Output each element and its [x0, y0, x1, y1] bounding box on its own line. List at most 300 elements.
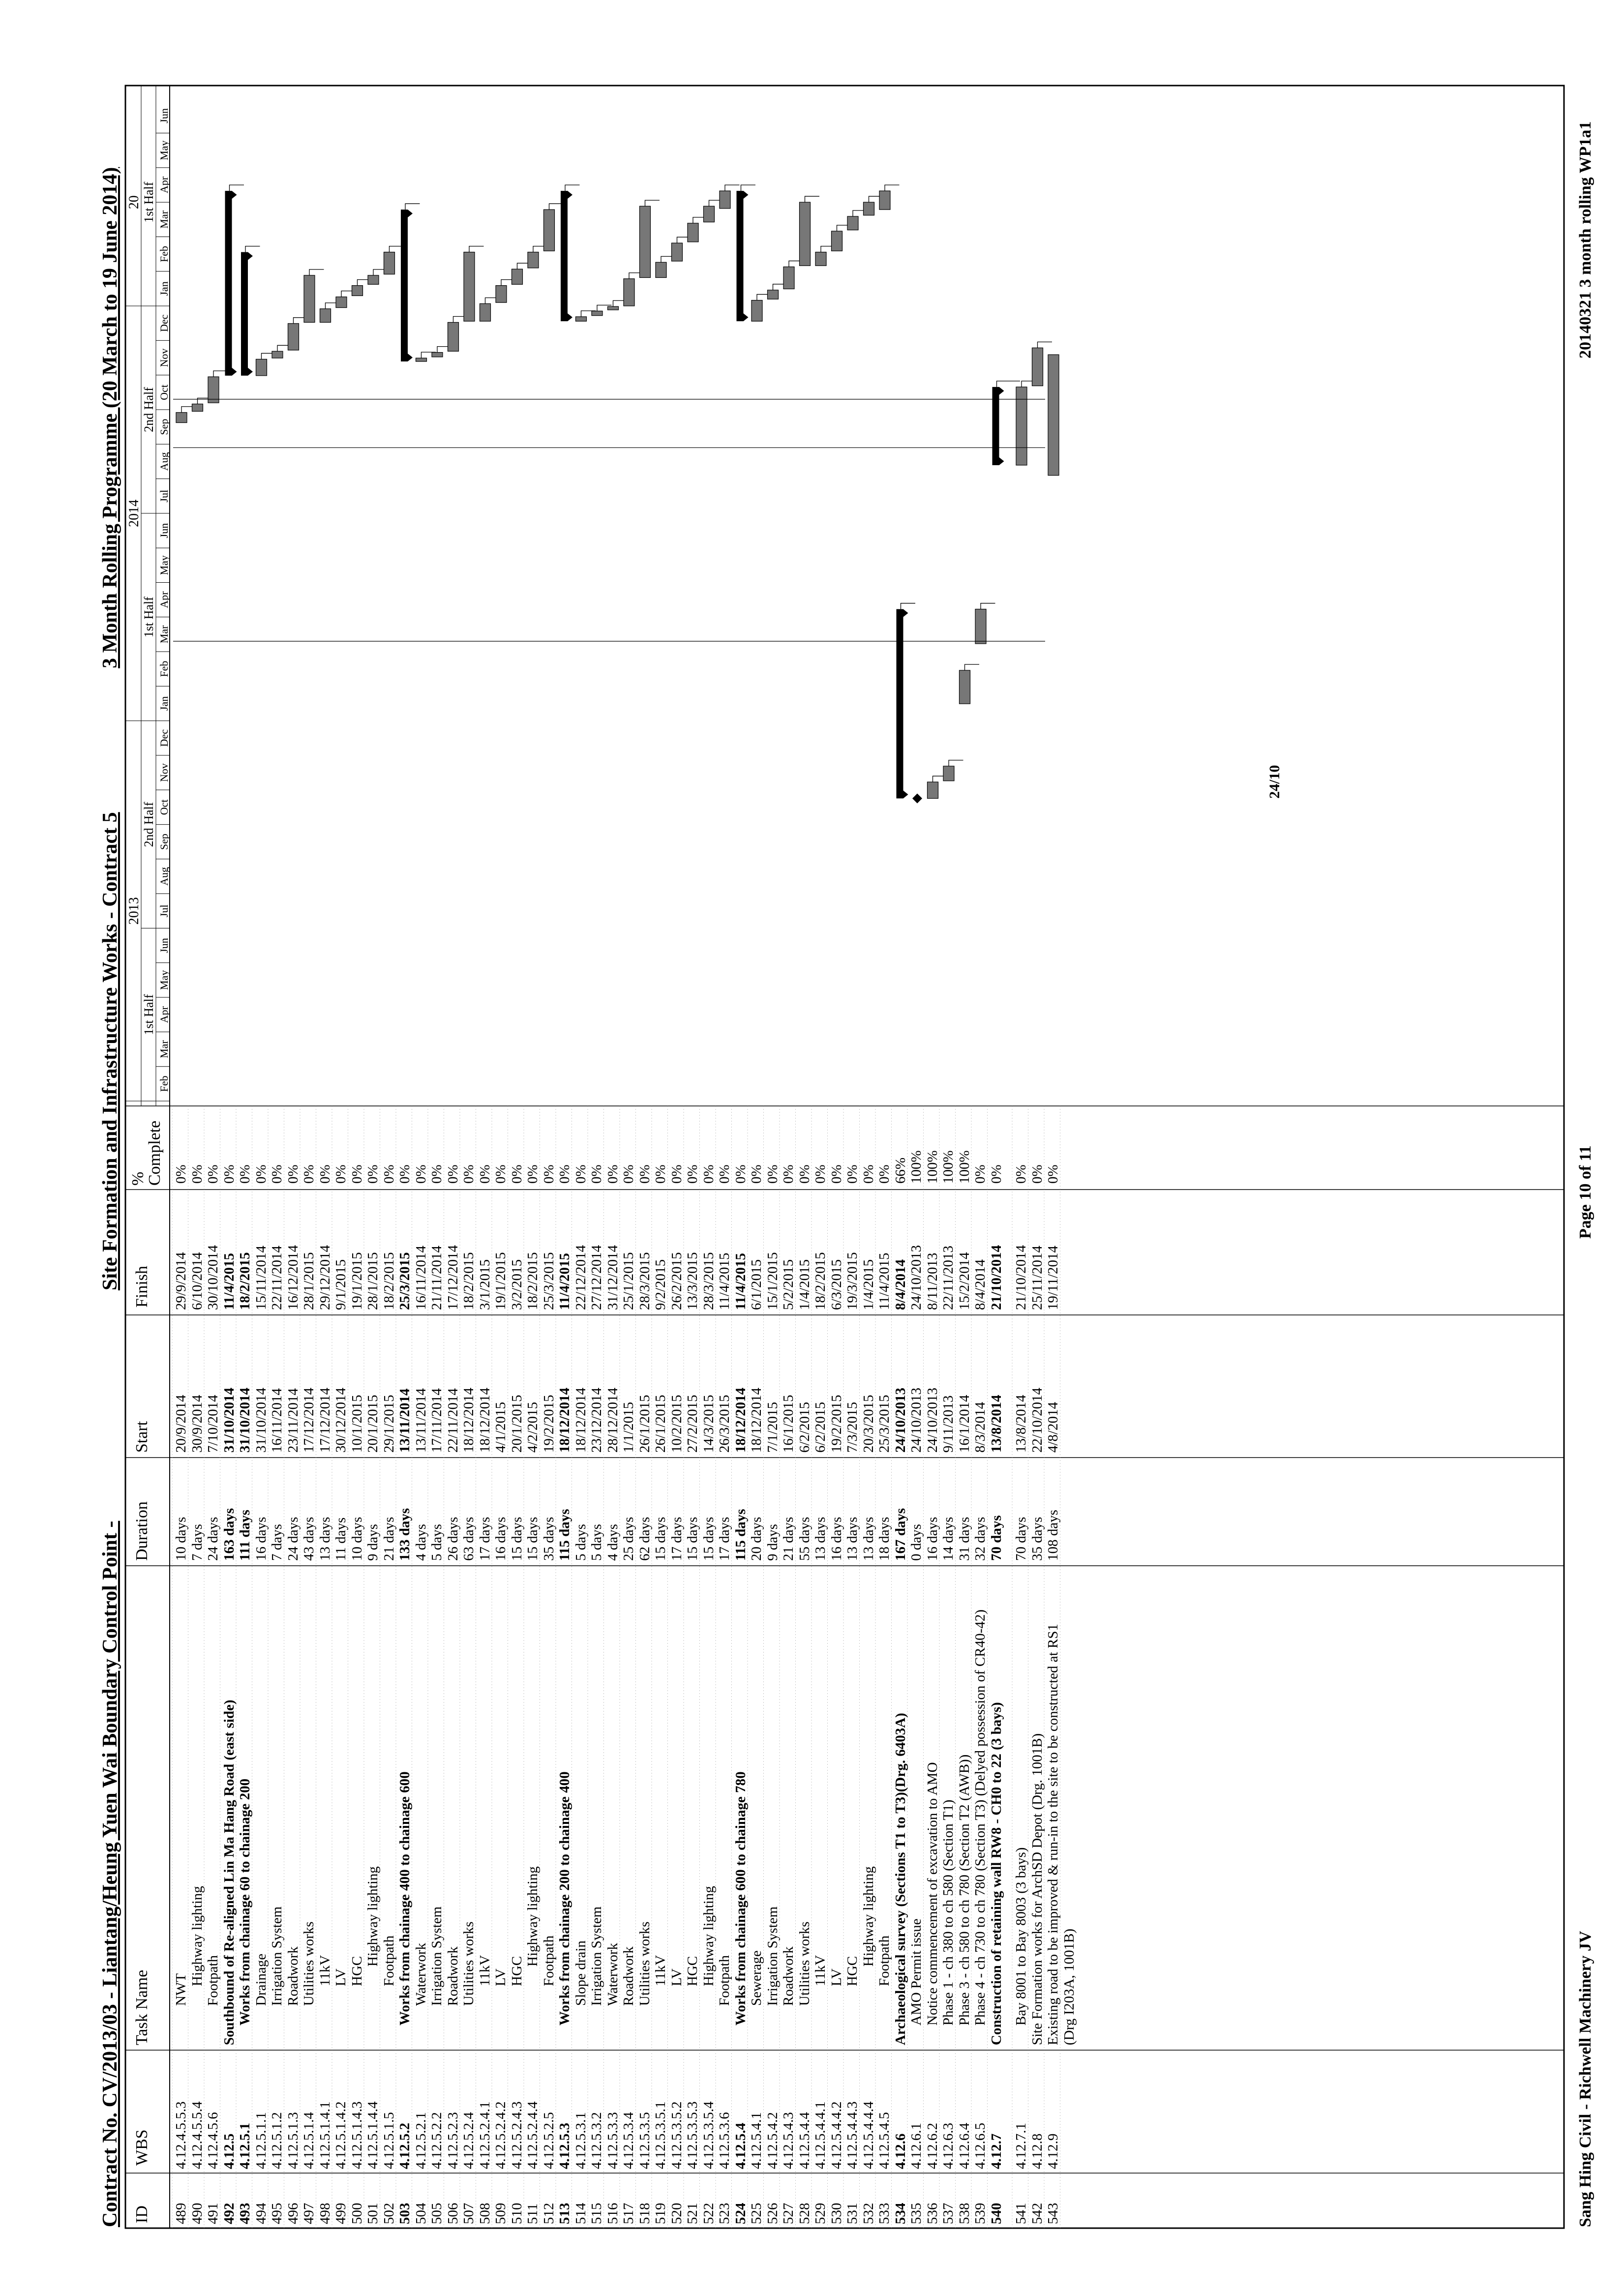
task-duration: 14 days [940, 1517, 956, 1561]
task-duration: 15 days [700, 1517, 717, 1561]
task-start: 26/3/2015 [717, 1395, 732, 1453]
task-complete: 0% [237, 1164, 253, 1184]
task-finish: 29/12/2014 [317, 1245, 333, 1310]
task-name: HGC [509, 1956, 525, 1986]
task-wbs: 4.12.5.3.5.3 [685, 2101, 700, 2169]
task-name: Irrigation System [589, 1906, 604, 2006]
task-finish: 25/3/2015 [397, 1252, 413, 1310]
task-name: Works from chainage 400 to chainage 600 [397, 1771, 413, 2026]
task-id: 536 [924, 2203, 940, 2224]
task-id: 510 [509, 2203, 525, 2224]
task-id: 512 [541, 2203, 557, 2224]
task-finish: 18/2/2015 [381, 1252, 397, 1310]
task-bar [592, 311, 602, 315]
task-complete: 0% [365, 1164, 381, 1184]
task-name: Slope drain [572, 1940, 589, 2006]
task-id: 539 [972, 2203, 988, 2224]
task-wbs: 4.12.5.4.5 [876, 2112, 892, 2169]
task-id: 543 [1045, 2203, 1061, 2224]
task-duration: 163 days [221, 1508, 237, 1561]
task-wbs: 4.12.5.3.3 [604, 2112, 621, 2169]
task-bar [1016, 387, 1027, 465]
task-wbs: 4.12.5.1.2 [269, 2112, 285, 2169]
summary-bar-start-cap [999, 457, 1004, 465]
task-duration: 32 days [972, 1517, 988, 1561]
task-wbs: 4.12.6.5 [972, 2122, 988, 2169]
task-id: 535 [908, 2203, 924, 2224]
task-id: 522 [700, 2203, 717, 2224]
task-start: 31/10/2014 [253, 1387, 269, 1453]
month-label: Dec [158, 314, 170, 332]
task-complete: 0% [477, 1164, 493, 1184]
task-name: Site Formation works for ArchSD Depot (Drg. 1001B) [1029, 1733, 1045, 2045]
task-complete: 0% [189, 1164, 205, 1184]
task-name: Drainage [253, 1953, 269, 2006]
task-bar [704, 206, 715, 222]
task-duration: 133 days [397, 1508, 413, 1561]
task-complete: 0% [333, 1164, 349, 1184]
task-complete: 0% [205, 1164, 221, 1184]
task-name: Phase 4 - ch 730 to ch 780 (Section T3) (Delyed possession of CR40-42) [972, 1610, 988, 2026]
task-wbs: 4.12.5.2 [397, 2122, 413, 2169]
month-label: Aug [158, 867, 170, 886]
month-label: Feb [158, 660, 170, 677]
task-wbs: 4.12.6.2 [924, 2122, 940, 2169]
task-name: 11kV [317, 1955, 333, 1986]
task-duration: 167 days [892, 1508, 908, 1561]
task-wbs: 4.12.5.2.4.4 [525, 2101, 541, 2169]
task-finish: 8/4/2014 [892, 1259, 908, 1310]
task-id: 498 [317, 2203, 333, 2224]
task-start: 24/10/2013 [892, 1387, 908, 1453]
works-title: Site Formation and Infrastructure Works - Contract 5 [99, 812, 121, 1290]
task-bar [512, 269, 523, 284]
month-label: Apr [158, 176, 170, 194]
task-name: Phase 1 - ch 380 to ch 580 (Section T1) [940, 1799, 956, 2026]
month-label: May [158, 140, 170, 160]
dependency-link [469, 246, 484, 252]
task-duration: 31 days [956, 1517, 972, 1561]
footer-page: Page 10 of 11 [1576, 1145, 1594, 1239]
milestone-date-label: 24/10 [1266, 765, 1283, 799]
month-label: Jun [158, 938, 170, 953]
task-id: 506 [445, 2203, 461, 2224]
task-id: 532 [860, 2203, 876, 2224]
task-wbs: 4.12.5.1.1 [253, 2112, 269, 2169]
month-label: Mar [158, 1040, 170, 1058]
task-wbs: 4.12.6.1 [908, 2122, 924, 2169]
summary-bar-start-cap [568, 313, 572, 321]
task-complete: 0% [461, 1164, 477, 1184]
task-wbs: 4.12.9 [1045, 2133, 1061, 2169]
task-duration: 17 days [668, 1517, 685, 1561]
task-wbs: 4.12.5.1.4.1 [317, 2101, 333, 2169]
task-complete: 0% [445, 1164, 461, 1184]
task-bar [768, 290, 779, 299]
task-name: Footpath [876, 1935, 892, 1986]
task-start: 19/2/2015 [541, 1395, 557, 1453]
task-name: Highway lighting [525, 1866, 541, 1967]
summary-bar [241, 252, 248, 376]
task-name: Footpath [205, 1955, 221, 2006]
dependency-link [645, 200, 660, 206]
task-wbs: 4.12.5.4.3 [781, 2112, 796, 2169]
task-id: 541 [1013, 2203, 1029, 2224]
task-start: 13/11/2014 [413, 1388, 429, 1453]
task-start: 20/3/2015 [860, 1395, 876, 1453]
task-start: 10/1/2015 [349, 1395, 365, 1453]
task-wbs: 4.12.6.3 [940, 2122, 956, 2169]
task-start: 13/11/2014 [397, 1388, 413, 1453]
task-id: 515 [589, 2203, 604, 2224]
task-wbs: 4.12.6.4 [956, 2122, 972, 2169]
task-finish: 31/12/2014 [604, 1245, 621, 1310]
task-id: 540 [988, 2203, 1004, 2224]
task-finish: 21/10/2014 [988, 1245, 1004, 1310]
task-duration: 15 days [525, 1517, 541, 1561]
task-id: 499 [333, 2203, 349, 2224]
task-complete: 0% [812, 1164, 828, 1184]
task-wbs: 4.12.7.1 [1013, 2122, 1029, 2169]
task-name: 11kV [477, 1955, 493, 1986]
task-finish: 19/11/2014 [1045, 1245, 1061, 1310]
task-complete: 0% [525, 1164, 541, 1184]
task-name: LV [668, 1968, 685, 1986]
dependency-link [565, 185, 580, 191]
task-finish: 19/3/2015 [844, 1252, 860, 1310]
task-name: Construction of retaining wall RW8 - CH0 to 22 (3 bays) [988, 1702, 1004, 2045]
task-bar [448, 323, 459, 352]
task-name: Notice commencement of excavation to AMO [924, 1762, 940, 2026]
task-name: HGC [349, 1956, 365, 1986]
task-wbs: 4.12.5 [221, 2133, 237, 2169]
task-duration: 115 days [557, 1509, 572, 1561]
task-id: 491 [205, 2203, 221, 2224]
task-finish: 13/3/2015 [685, 1252, 700, 1310]
task-name: Footpath [541, 1935, 557, 1986]
task-id: 542 [1029, 2203, 1045, 2224]
task-finish: 25/3/2015 [541, 1252, 557, 1310]
task-wbs: 4.12.5.4.4.3 [844, 2101, 860, 2169]
month-label: Dec [158, 729, 170, 747]
task-wbs: 4.12.5.3.6 [717, 2112, 732, 2169]
half-label: 2nd Half [142, 802, 156, 847]
task-bar [368, 275, 379, 284]
task-duration: 20 days [749, 1517, 764, 1561]
task-complete: 66% [892, 1157, 908, 1184]
month-label: Apr [158, 591, 170, 608]
task-duration: 24 days [285, 1517, 301, 1561]
task-wbs: 4.12.5.4.4 [796, 2112, 812, 2169]
task-complete: 100% [908, 1150, 924, 1184]
month-label: Nov [158, 348, 170, 367]
task-complete: 0% [668, 1164, 685, 1184]
task-start: 18/12/2014 [732, 1387, 749, 1453]
task-duration: 13 days [317, 1517, 333, 1561]
summary-bar-start-cap [232, 368, 237, 376]
task-duration: 26 days [445, 1517, 461, 1561]
task-id: 538 [956, 2203, 972, 2224]
summary-bar [737, 191, 744, 321]
task-wbs: 4.12.5.2.5 [541, 2112, 557, 2169]
task-name: Highway lighting [700, 1886, 717, 1986]
task-finish: 22/11/2013 [940, 1245, 956, 1310]
task-duration: 15 days [509, 1517, 525, 1561]
task-name: Highway lighting [860, 1866, 876, 1967]
task-duration: 7 days [189, 1524, 205, 1561]
task-wbs: 4.12.5.3.5 [636, 2112, 653, 2169]
task-start: 26/1/2015 [636, 1395, 653, 1453]
task-complete: 0% [828, 1164, 844, 1184]
year-label: 2014 [126, 499, 142, 527]
task-finish: 29/9/2014 [173, 1252, 189, 1310]
task-complete: 100% [956, 1150, 972, 1184]
task-complete: 0% [1013, 1164, 1029, 1184]
task-wbs: 4.12.5.4 [732, 2122, 749, 2169]
task-duration: 16 days [828, 1517, 844, 1561]
task-name: LV [333, 1968, 349, 1986]
month-label: Jun [158, 523, 170, 538]
col-duration: Duration [133, 1501, 151, 1561]
task-wbs: 4.12.5.1.5 [381, 2112, 397, 2169]
task-start: 17/12/2014 [301, 1387, 317, 1453]
task-bar [320, 309, 331, 323]
task-duration: 5 days [429, 1524, 445, 1561]
task-complete: 0% [221, 1164, 237, 1184]
task-finish: 24/10/2013 [908, 1245, 924, 1310]
month-label: Apr [158, 1006, 170, 1023]
task-bar [288, 324, 299, 350]
task-name: Footpath [717, 1955, 732, 2006]
task-bar [496, 286, 507, 303]
task-name: Works from chainage 200 to chainage 400 [557, 1771, 572, 2026]
task-duration: 25 days [621, 1517, 636, 1561]
task-start: 4/8/2014 [1045, 1401, 1061, 1453]
year-label: 20 [126, 195, 142, 209]
task-finish: 15/11/2014 [253, 1245, 269, 1310]
task-wbs: 4.12.7 [988, 2133, 1004, 2169]
task-bar [176, 413, 187, 423]
task-finish: 18/2/2015 [525, 1252, 541, 1310]
summary-bar-start-cap [248, 368, 253, 376]
task-name: LV [828, 1968, 844, 1986]
task-start: 18/12/2014 [557, 1387, 572, 1453]
summary-bar-end-cap [248, 252, 253, 260]
task-finish: 28/1/2015 [301, 1252, 317, 1310]
task-complete: 0% [621, 1164, 636, 1184]
task-wbs: 4.12.5.3.2 [589, 2112, 604, 2169]
task-complete: 0% [876, 1164, 892, 1184]
month-label: Jan [158, 696, 170, 711]
task-duration: 5 days [572, 1524, 589, 1561]
task-name: LV [493, 1968, 509, 1986]
task-duration: 55 days [796, 1517, 812, 1561]
task-wbs: 4.12.6 [892, 2133, 908, 2169]
task-id: 508 [477, 2203, 493, 2224]
task-start: 24/10/2013 [908, 1387, 924, 1453]
task-id: 526 [764, 2203, 781, 2224]
task-duration: 13 days [844, 1517, 860, 1561]
task-bar [1048, 355, 1059, 475]
task-bar [544, 209, 555, 251]
task-id: 523 [717, 2203, 732, 2224]
task-name: HGC [844, 1956, 860, 1986]
task-wbs: 4.12.5.2.4.2 [493, 2101, 509, 2169]
task-complete: 0% [796, 1164, 812, 1184]
task-start: 19/2/2015 [828, 1395, 844, 1453]
task-complete: 0% [844, 1164, 860, 1184]
month-label: May [158, 555, 170, 575]
dependency-link [230, 185, 244, 191]
task-name: Roadwork [445, 1946, 461, 2006]
task-start: 22/11/2014 [445, 1388, 461, 1453]
half-label: 1st Half [142, 596, 156, 638]
task-wbs: 4.12.5.3.4 [621, 2112, 636, 2169]
month-label: Feb [158, 1075, 170, 1092]
task-bar [943, 766, 954, 781]
task-complete: 0% [700, 1164, 717, 1184]
task-id: 503 [397, 2203, 413, 2224]
task-id: 530 [828, 2203, 844, 2224]
task-id: 527 [781, 2203, 796, 2224]
dependency-link [981, 603, 995, 609]
task-duration: 35 days [1029, 1517, 1045, 1561]
task-start: 4/1/2015 [493, 1401, 509, 1453]
task-start: 8/3/2014 [972, 1401, 988, 1453]
task-start: 7/10/2014 [205, 1395, 221, 1453]
task-start: 7/3/2015 [844, 1401, 860, 1453]
task-complete: 0% [589, 1164, 604, 1184]
task-bar [928, 782, 938, 798]
half-label: 1st Half [142, 181, 156, 223]
task-duration: 5 days [589, 1524, 604, 1561]
task-duration: 9 days [764, 1524, 781, 1561]
task-id: 493 [237, 2203, 253, 2224]
task-bar [752, 300, 762, 322]
task-start: 9/11/2013 [940, 1395, 956, 1453]
summary-bar [225, 191, 232, 376]
task-bar [864, 202, 874, 215]
task-start: 6/2/2015 [812, 1401, 828, 1453]
task-duration: 115 days [732, 1509, 749, 1561]
task-wbs: 4.12.5.3.5.1 [653, 2101, 668, 2169]
task-finish: 11/4/2015 [557, 1252, 572, 1310]
dependency-link [405, 204, 420, 209]
task-id: 517 [621, 2203, 636, 2224]
task-start: 16/1/2014 [956, 1395, 972, 1453]
task-duration: 17 days [477, 1517, 493, 1561]
task-duration: 70 days [1013, 1517, 1029, 1561]
task-id: 529 [812, 2203, 828, 2224]
task-bar [256, 359, 267, 375]
task-id: 502 [381, 2203, 397, 2224]
task-duration: 15 days [653, 1517, 668, 1561]
task-wbs: 4.12.5.1.4.2 [333, 2101, 349, 2169]
task-start: 18/12/2014 [572, 1387, 589, 1453]
task-finish: 6/10/2014 [189, 1252, 205, 1310]
task-start: 26/1/2015 [653, 1395, 668, 1453]
task-name: Works from chainage 600 to chainage 780 [732, 1771, 749, 2026]
task-bar [464, 252, 475, 322]
task-complete: 0% [557, 1164, 572, 1184]
task-start: 6/2/2015 [796, 1401, 812, 1453]
task-name: Highway lighting [365, 1866, 381, 1967]
task-name: Roadwork [781, 1946, 796, 2006]
task-complete: 0% [349, 1164, 365, 1184]
dependency-link [901, 603, 916, 609]
task-name: HGC [685, 1956, 700, 1986]
task-finish: 6/3/2015 [828, 1259, 844, 1310]
task-bar [304, 275, 315, 323]
task-bar [272, 351, 283, 358]
task-finish: 21/10/2014 [1013, 1245, 1029, 1310]
col-task-name: Task Name [133, 1969, 151, 2045]
month-label: Sep [158, 834, 170, 850]
summary-bar-start-cap [408, 354, 413, 361]
task-id: 533 [876, 2203, 892, 2224]
task-finish: 9/2/2015 [653, 1259, 668, 1310]
task-finish: 16/12/2014 [285, 1245, 301, 1310]
task-complete: 0% [1029, 1164, 1045, 1184]
task-finish: 28/3/2015 [636, 1252, 653, 1310]
task-duration: 62 days [636, 1517, 653, 1561]
task-finish: 1/4/2015 [860, 1259, 876, 1310]
task-name: Utilities works [301, 1921, 317, 2006]
task-wbs: 4.12.5.4.2 [764, 2112, 781, 2169]
month-label: Nov [158, 763, 170, 782]
task-id: 500 [349, 2203, 365, 2224]
task-complete: 0% [717, 1164, 732, 1184]
task-wbs: 4.12.5.2.4.1 [477, 2101, 493, 2169]
task-name: Bay 8001 to Bay 8003 (3 bays) [1013, 1847, 1029, 2026]
task-name: Roadwork [285, 1946, 301, 2006]
task-finish: 3/1/2015 [477, 1259, 493, 1310]
col-start: Start [133, 1421, 151, 1453]
task-complete: 0% [749, 1164, 764, 1184]
task-complete: 0% [269, 1164, 285, 1184]
task-finish: 6/1/2015 [749, 1259, 764, 1310]
task-name: Irrigation System [269, 1906, 285, 2006]
task-wbs: 4.12.4.5.5.4 [189, 2101, 205, 2169]
task-complete: 0% [493, 1164, 509, 1184]
task-start: 16/1/2015 [781, 1395, 796, 1453]
task-name: Phase 3 - ch 580 to ch 780 (Section T2 (AWB)) [956, 1754, 972, 2026]
task-duration: 70 days [988, 1515, 1004, 1561]
task-start: 4/2/2015 [525, 1401, 541, 1453]
task-finish: 22/12/2014 [572, 1245, 589, 1310]
task-id: 518 [636, 2203, 653, 2224]
task-bar [800, 202, 811, 266]
task-duration: 35 days [541, 1517, 557, 1561]
task-finish: 11/4/2015 [717, 1252, 732, 1310]
task-finish: 8/11/2013 [924, 1252, 940, 1310]
task-bar [656, 262, 666, 277]
task-start: 10/2/2015 [668, 1395, 685, 1453]
year-label: 2013 [126, 897, 142, 925]
task-id: 521 [685, 2203, 700, 2224]
dependency-link [309, 269, 324, 275]
task-start: 31/10/2014 [237, 1387, 253, 1453]
task-complete: 0% [413, 1164, 429, 1184]
task-wbs: 4.12.5.1.4.3 [349, 2101, 365, 2169]
task-finish: 11/4/2015 [732, 1252, 749, 1310]
summary-bar-end-cap [232, 191, 237, 199]
task-duration: 16 days [253, 1517, 269, 1561]
task-start: 16/11/2014 [269, 1388, 285, 1453]
task-id: 490 [189, 2203, 205, 2224]
milestone-marker [912, 794, 922, 804]
task-name: Irrigation System [764, 1906, 781, 2006]
